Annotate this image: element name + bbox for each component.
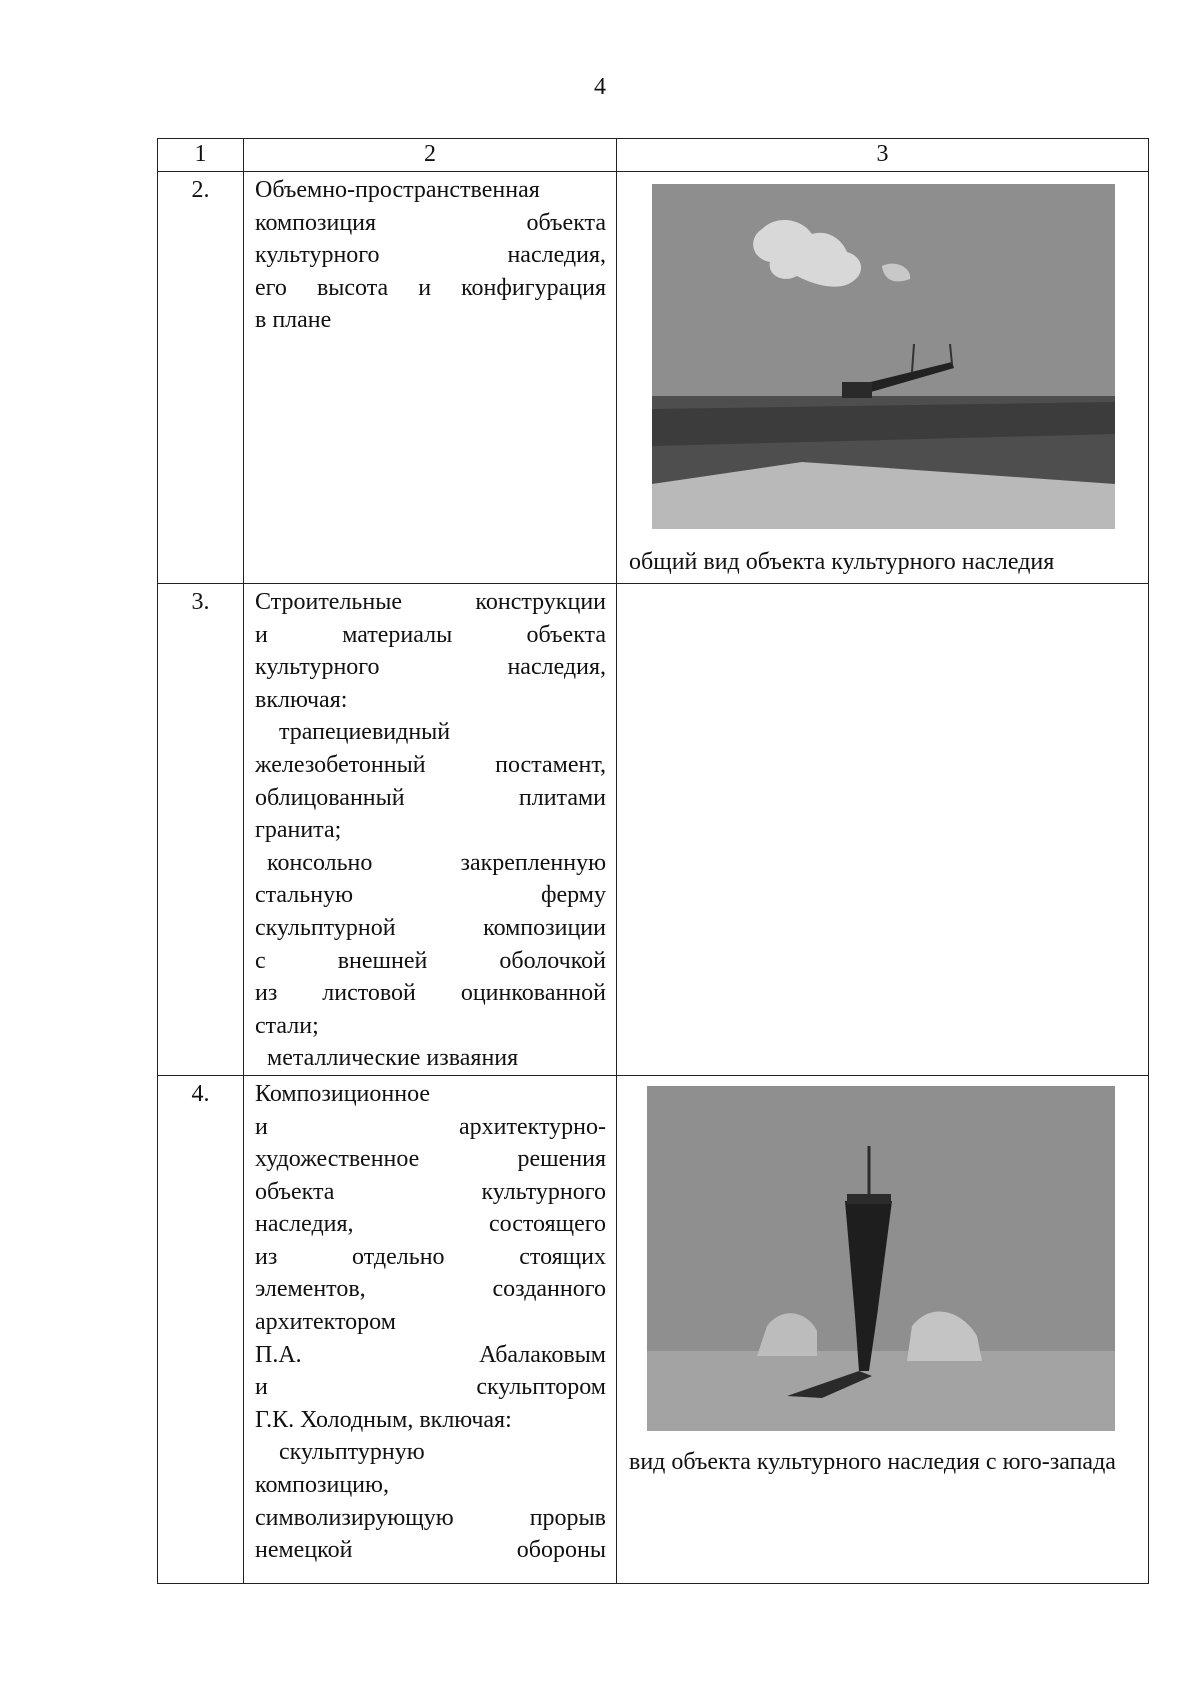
text-line: из отдельно стоящих [255,1243,606,1270]
photo-caption: вид объекта культурного наследия с юго-запада [629,1448,1116,1475]
row-description [244,584,617,1076]
text-line: архитектором [255,1309,396,1336]
row-description [244,1075,617,1583]
column-header: 2 [244,139,617,172]
text-line: и архитектурно- [255,1113,606,1140]
table-header-row [158,139,1149,172]
text-line: из листовой оцинкованной [255,980,606,1007]
text-line: облицованный плитами [255,784,606,811]
text-line: наследия, состоящего [255,1211,606,1238]
photo-caption: общий вид объекта культурного наследия [629,549,1055,575]
column-header: 1 [158,139,244,172]
column-header: 3 [617,139,1149,172]
text-line: композиция объекта [255,209,606,236]
heritage-table [157,138,1149,1584]
text-line: скульптурной композиции [255,914,606,941]
text-line: скульптурную [279,1439,425,1466]
text-line: художественное решения [255,1146,606,1173]
row-number: 4. [158,1075,244,1583]
text-line: стальную ферму [255,882,606,909]
row-image-cell [617,1075,1149,1583]
row-number: 3. [158,584,244,1076]
text-line: Г.К. Холодным, включая: [255,1406,512,1433]
text-line: стали; [255,1012,319,1039]
text-line: символизирующую прорыв [255,1504,606,1531]
text-line: его высота и конфигурация [255,274,606,301]
text-line: Строительные конструкции [255,589,606,615]
text-line: культурного наследия, [255,242,606,269]
table-row [158,172,1149,584]
text-line: объекта культурного [255,1178,606,1205]
row-description [244,172,617,584]
text-line: немецкой обороны [255,1537,606,1564]
text-line: и скульптором [255,1374,606,1401]
text-line: с внешней оболочкой [255,947,606,974]
text-line: в плане [255,307,332,334]
text-line: элементов, созданного [255,1276,606,1303]
monument-southwest-view-photo [647,1086,1115,1431]
text-line: включая: [255,686,348,713]
row-image-cell [617,584,1149,1076]
table-row [158,584,1149,1076]
text-line: культурного наследия, [255,654,606,681]
table-row [158,1075,1149,1583]
row-image-cell [617,172,1149,584]
text-line: Объемно-пространственная [255,177,540,203]
photo-drawing [652,184,1115,529]
text-line: композицию, [255,1472,389,1499]
text-line: и материалы объекта [255,621,606,648]
page-number: 4 [594,74,606,100]
photo-drawing [647,1086,1115,1431]
text-line: железобетонный постамент, [255,751,606,778]
text-line: П.А. Абалаковым [255,1341,606,1368]
text-line: консольно закрепленную [267,849,606,876]
text-line: гранита; [255,817,342,844]
row-number: 2. [158,172,244,584]
monument-general-view-photo [652,184,1115,529]
text-line: металлические изваяния [267,1045,519,1072]
text-line: трапециевидный [279,719,451,746]
text-line: Композиционное [255,1080,431,1107]
